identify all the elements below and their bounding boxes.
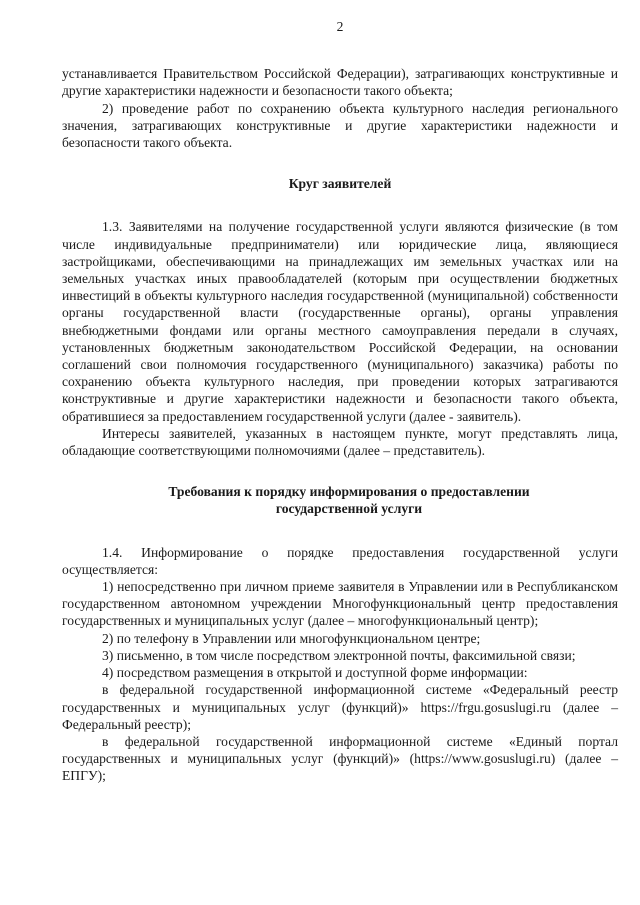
paragraph: Интересы заявителей, указанных в настоящем пункте, могут представлять лица, обладающие соответствующими полномочиями (далее – представитель). (62, 425, 618, 459)
paragraph: 1.3. Заявителями на получение государственной услуги являются физические (в том числе индивидуальные предприниматели) или юридические лица, являющиеся застройщиками, обеспечивающими на принадлежащих им земельных участках или на земельных участках иных правообладателей (которым при осуществлении бюджетных инвестиций в объекты культурного наследия государственной (муниципальной) собственности органы государственной власти (государственные органы), органы управления внебюджетными фондами или органы местного самоуправления передали в случаях, установленных бюджетным законодательством Российской Федерации, на основании соглашений свои полномочия государственного (муниципального) заказчика) работы по сохранению объекта культурного наследия, при проведении которых затрагиваются конструктивные и другие характеристики надежности и безопасности такого объекта, обратившиеся за предоставлением государственной услуги (далее - заявитель). (62, 219, 618, 424)
list-item: 1) непосредственно при личном приеме заявителя в Управлении или в Республиканском государственном автономном учреждении Многофункциональный центр предоставления государственных и муниципальных услуг (далее – многофункциональный центр); (62, 579, 618, 629)
list-item: 3) письменно, в том числе посредством электронной почты, факсимильной связи; (102, 647, 576, 663)
paragraph: в федеральной государственной информационной системе «Единый портал государственных и муниципальных услуг (функций)» (https://www.gosuslugi.ru) (далее – ЕПГУ); (62, 733, 618, 784)
paragraph: 2) проведение работ по сохранению объекта культурного наследия регионального значения, затрагивающих конструктивные и другие характеристики надежности и безопасности такого объекта. (62, 100, 618, 151)
list-item: 2) по телефону в Управлении или многофункциональном центре; (102, 630, 481, 646)
section-heading-informing: Требования к порядку информирования о предоставлении государственной услуги (168, 484, 530, 517)
section-heading-applicants: Круг заявителей (288, 176, 392, 192)
list-item: 4) посредством размещения в открытой и доступной форме информации: (102, 665, 528, 681)
paragraph: 1.4. Информирование о порядке предоставления государственной услуги осуществляется: (62, 544, 618, 577)
paragraph: устанавливается Правительством Российской Федерации), затрагивающих конструктивные и другие характеристики надежности и безопасности такого объекта; (62, 66, 618, 99)
page-number: 2 (336, 19, 344, 34)
paragraph: в федеральной государственной информационной системе «Федеральный реестр государственных и муниципальных услуг (функций)» https://frgu.gosuslugi.ru (далее – Федеральный реестр); (62, 682, 618, 732)
